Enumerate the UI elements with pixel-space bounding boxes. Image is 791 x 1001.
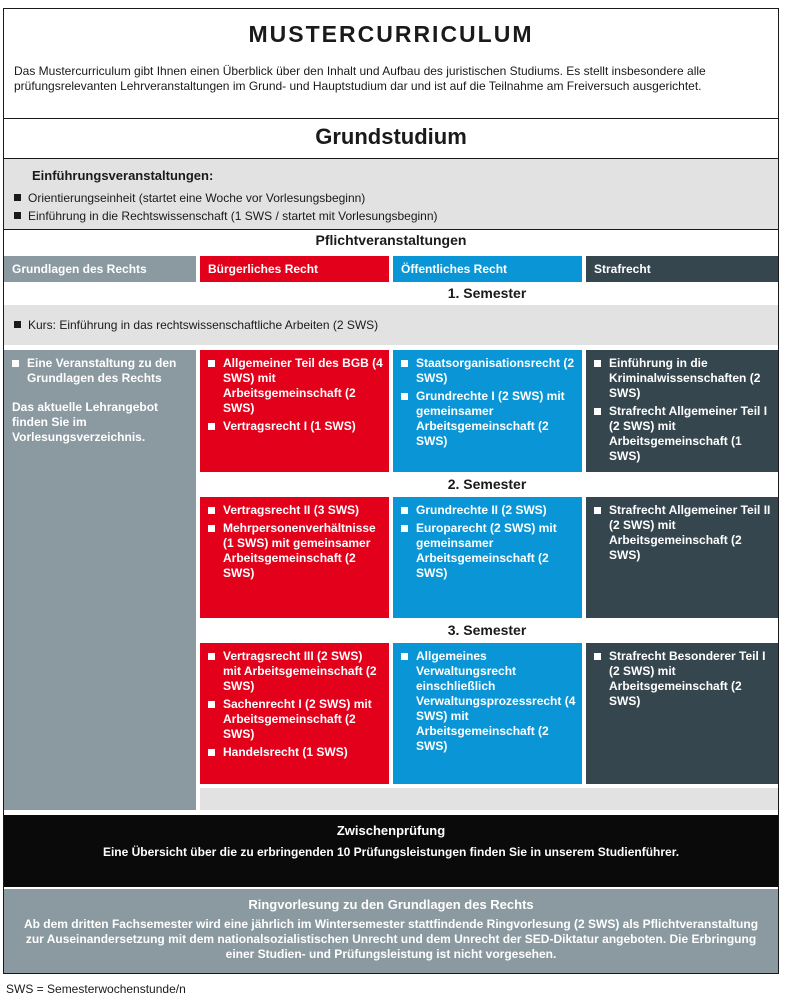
sem2-buergerlich-cell (200, 497, 389, 618)
list-item: Strafrecht Allgemeiner Teil I (2 SWS) mit Arbeitsgemeinschaft (1 SWS) (594, 404, 772, 464)
list-item: Allgemeiner Teil des BGB (4 SWS) mit Arbeitsgemeinschaft (2 SWS) (208, 356, 383, 416)
intro-text: Das Mustercurriculum gibt Ihnen einen Überblick über den Inhalt und Aufbau des juristischen Studiums. Es stellt insbesondere alle prüfungsrelevanten Lehrveranstaltungen im Grund- und Hauptstudium dar und ist auf die Teilnahme am Freiversuch ausgerichtet. (14, 64, 706, 93)
list-item: Vertragsrecht III (2 SWS) mit Arbeitsgemeinschaft (2 SWS) (208, 649, 383, 694)
sem3-buergerlich-cell (200, 643, 389, 784)
bullet-square-icon (401, 653, 408, 660)
bullet-square-icon (14, 212, 21, 219)
sem1-straf-cell (586, 350, 778, 472)
bullet-square-icon (208, 653, 215, 660)
sem1-buergerlich-cell (200, 350, 389, 472)
column-header-buergerlich: Bürgerliches Recht (200, 256, 389, 282)
bullet-square-icon (401, 507, 408, 514)
ringvorlesung-text: Ab dem dritten Fachsemester wird eine jährlich im Wintersemester stattfindende Ringvorlesung (2 SWS) als Pflichtveranstaltung zur Auseinandersetzung mit dem nationalsozialistischen Unrecht und dem Unrecht der SED-Diktatur angeboten. Die Erbringung einer Studien- und Prüfungsleistung ist nicht vorgesehen. (23, 917, 759, 961)
bullet-square-icon (208, 360, 215, 367)
ringvorlesung-title: Ringvorlesung zu den Grundlagen des Rechts (248, 897, 534, 912)
list-item: Staatsorganisationsrecht (2 SWS) (401, 356, 576, 386)
bullet-square-icon (12, 360, 19, 367)
column-header-oeffentlich: Öffentliches Recht (393, 256, 582, 282)
bullet-square-icon (401, 525, 408, 532)
curriculum-frame (3, 8, 779, 974)
grundlagen-note: Das aktuelle Lehrangebot finden Sie im Vorlesungsverzeichnis. (12, 400, 159, 444)
footnote: SWS = Semesterwochenstunde/n (6, 982, 186, 996)
sem2-straf-cell (586, 497, 778, 618)
list-item: Strafrecht Allgemeiner Teil II (2 SWS) mit Arbeitsgemeinschaft (2 SWS) (594, 503, 772, 563)
bullet-square-icon (401, 360, 408, 367)
grundstudium-header (4, 118, 778, 159)
list-item: Grundrechte II (2 SWS) (401, 503, 576, 518)
bullet-square-icon (208, 749, 215, 756)
bullet-square-icon (594, 507, 601, 514)
semester-label: 2. Semester (447, 476, 527, 492)
list-item: Vertragsrecht I (1 SWS) (208, 419, 383, 434)
bullet-square-icon (208, 507, 215, 514)
spacer-bar (200, 788, 778, 810)
bullet-square-icon (594, 653, 601, 660)
grundstudium-title: Grundstudium (315, 124, 467, 149)
zwischenpruefung-text: Eine Übersicht über die zu erbringenden 10 Prüfungsleistungen finden Sie in unserem Studienführer. (102, 845, 680, 859)
list-item: Allgemeines Verwaltungsrecht einschließlich Verwaltungsprozessrecht (4 SWS) mit Arbeitsgemeinschaft (2 SWS) (401, 649, 576, 754)
bullet-square-icon (208, 423, 215, 430)
einfuehrung-box (4, 159, 778, 230)
einfuehrung-item: Orientierungseinheit (startet eine Woche vor Vorlesungsbeginn) (14, 191, 365, 205)
kurs-text: Kurs: Einführung in das rechtswissenschaftliche Arbeiten (2 SWS) (28, 318, 379, 332)
list-item: Einführung in die Kriminalwissenschaften (2 SWS) (594, 356, 772, 401)
semester-label: 1. Semester (447, 285, 527, 301)
einfuehrung-item: Einführung in die Rechtswissenschaft (1 SWS / startet mit Vorlesungsbeginn) (14, 209, 438, 223)
bullet-square-icon (208, 525, 215, 532)
pflicht-title: Pflichtveranstaltungen (315, 232, 467, 248)
semester-label: 3. Semester (447, 622, 527, 638)
bullet-square-icon (208, 701, 215, 708)
sem1-oeffentlich-cell (393, 350, 582, 472)
sem3-oeffentlich-cell (393, 643, 582, 784)
ringvorlesung-box (4, 889, 778, 973)
list-item: Mehrpersonenverhältnisse (1 SWS) mit gemeinsamer Arbeitsgemeinschaft (2 SWS) (208, 521, 383, 581)
grundlagen-cell (4, 350, 196, 810)
column-header-straf: Strafrecht (586, 256, 778, 282)
zwischenpruefung-box (4, 815, 778, 887)
einfuehrung-title: Einführungsveranstaltungen: (32, 168, 214, 183)
list-item: Strafrecht Besonderer Teil I (2 SWS) mit Arbeitsgemeinschaft (2 SWS) (594, 649, 772, 709)
list-item: Vertragsrecht II (3 SWS) (208, 503, 383, 518)
column-header-grundlagen: Grundlagen des Rechts (4, 256, 196, 282)
page-title: MUSTERCURRICULUM (248, 21, 534, 47)
bullet-square-icon (14, 194, 21, 201)
sem3-straf-cell (586, 643, 778, 784)
list-item: Grundrechte I (2 SWS) mit gemeinsamer Arbeitsgemeinschaft (2 SWS) (401, 389, 576, 449)
zwischenpruefung-title: Zwischenprüfung (336, 823, 446, 838)
header-box (4, 9, 778, 119)
list-item: Eine Veranstaltung zu den Grundlagen des Rechts (12, 356, 190, 386)
sem2-oeffentlich-cell (393, 497, 582, 618)
list-item: Sachenrecht I (2 SWS) mit Arbeitsgemeinschaft (2 SWS) (208, 697, 383, 742)
kurs-row (4, 305, 778, 345)
list-item: Handelsrecht (1 SWS) (208, 745, 383, 760)
list-item: Europarecht (2 SWS) mit gemeinsamer Arbeitsgemeinschaft (2 SWS) (401, 521, 576, 581)
bullet-square-icon (594, 360, 601, 367)
bullet-square-icon (401, 393, 408, 400)
bullet-square-icon (594, 408, 601, 415)
bullet-square-icon (14, 321, 21, 328)
